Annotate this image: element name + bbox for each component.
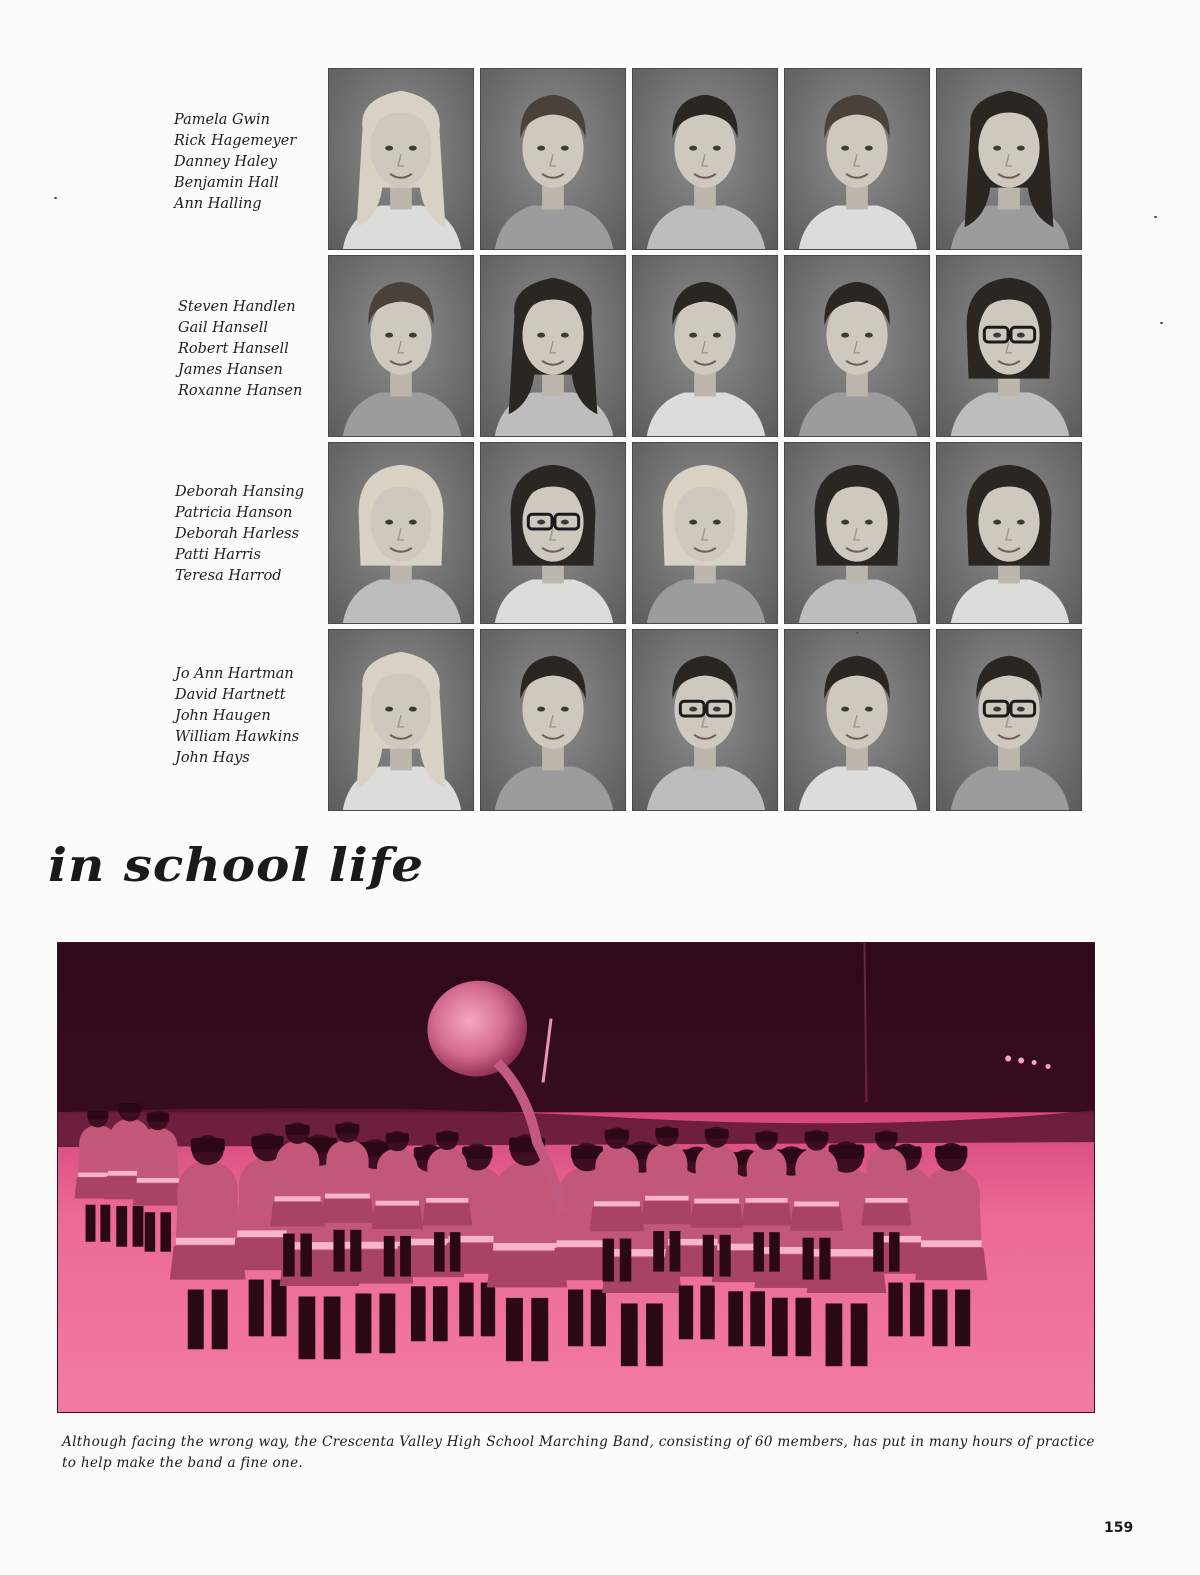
student-portrait xyxy=(936,68,1082,250)
student-portrait xyxy=(936,255,1082,437)
paper-speck xyxy=(54,197,57,199)
student-name: Roxanne Hansen xyxy=(178,383,303,399)
student-portrait xyxy=(784,255,930,437)
student-portrait xyxy=(480,68,626,250)
student-name: David Hartnett xyxy=(175,687,286,703)
page-number: 159 xyxy=(1104,1520,1134,1536)
paper-speck xyxy=(856,632,859,634)
student-name: Robert Hansell xyxy=(178,341,289,357)
student-portrait xyxy=(936,629,1082,811)
student-portrait xyxy=(480,255,626,437)
student-name: Teresa Harrod xyxy=(175,568,282,584)
student-name: Patricia Hanson xyxy=(175,505,293,521)
portrait-grid xyxy=(328,68,1082,811)
student-name: Gail Hansell xyxy=(178,320,269,336)
student-portrait xyxy=(784,629,930,811)
student-name: Deborah Harless xyxy=(175,526,300,542)
student-name: William Hawkins xyxy=(175,729,300,745)
student-portrait xyxy=(784,442,930,624)
student-name: Rick Hagemeyer xyxy=(174,133,297,149)
student-name: Patti Harris xyxy=(175,547,261,563)
student-name: James Hansen xyxy=(178,362,283,378)
student-portrait xyxy=(480,629,626,811)
section-headline: in school life xyxy=(48,838,425,893)
student-portrait xyxy=(632,629,778,811)
student-name: Pamela Gwin xyxy=(174,112,270,128)
photo-caption: Although facing the wrong way, the Crescenta Valley High School Marching Band, consisting of 60 members, has put in many hours of practice to help make the band a fine one. xyxy=(62,1434,1095,1471)
student-portrait xyxy=(632,255,778,437)
student-portrait xyxy=(632,68,778,250)
student-name: Ann Halling xyxy=(174,196,262,212)
name-list-row-4 xyxy=(175,664,325,769)
student-name: John Hays xyxy=(175,750,250,766)
student-portrait xyxy=(632,442,778,624)
paper-speck xyxy=(1160,322,1163,324)
student-portrait xyxy=(328,68,474,250)
student-portrait xyxy=(480,442,626,624)
student-name: Benjamin Hall xyxy=(174,175,279,191)
name-list-row-1 xyxy=(174,110,324,215)
student-name: Steven Handlen xyxy=(178,299,296,315)
paper-speck xyxy=(1154,216,1157,218)
student-portrait xyxy=(328,255,474,437)
name-list-row-2 xyxy=(178,297,328,402)
marching-band-photo xyxy=(57,942,1095,1413)
student-name: Danney Haley xyxy=(174,154,278,170)
name-list-row-3 xyxy=(175,482,325,587)
student-name: Jo Ann Hartman xyxy=(175,666,294,682)
student-portrait xyxy=(328,629,474,811)
marching-band-image xyxy=(58,943,1094,1412)
student-portrait xyxy=(328,442,474,624)
student-portrait xyxy=(784,68,930,250)
student-portrait xyxy=(936,442,1082,624)
student-name: Deborah Hansing xyxy=(175,484,305,500)
student-name: John Haugen xyxy=(175,708,271,724)
